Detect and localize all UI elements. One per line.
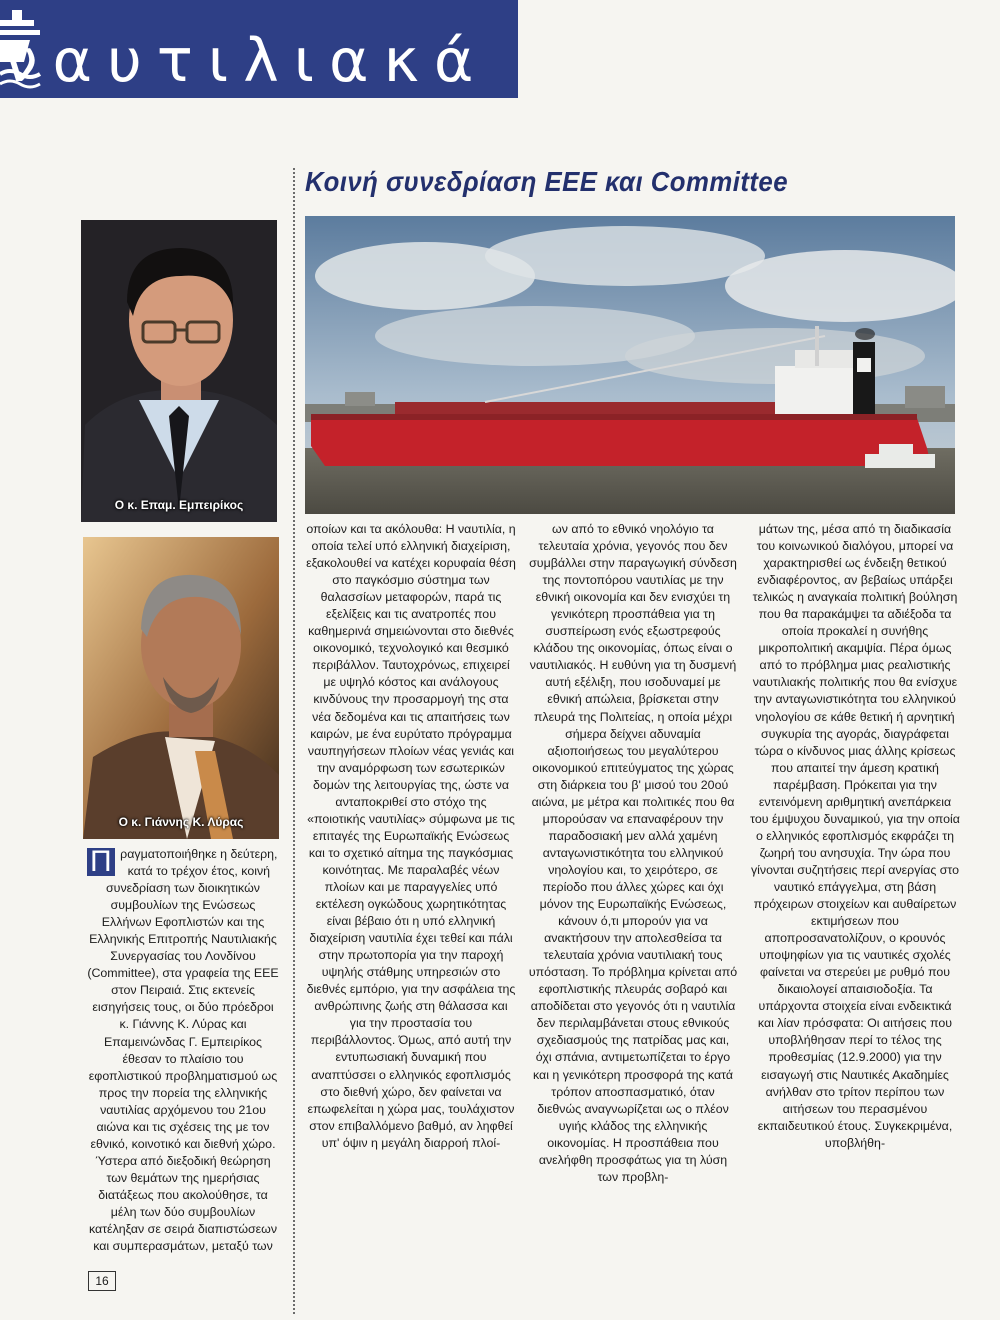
caption-lyras: Ο κ. Γιάννης Κ. Λύρας: [118, 815, 244, 829]
column-4-text: μάτων της, μέσα από τη διαδικασία του κοινωνικού διαλόγου, μπορεί να χαρακτηρισθεί ως ένδειξη θετικού ενδιαφέροντος, αν βεβαίως υπάρξει τελικώς η αναγκαία πολιτική βούληση που θα παρακάμψει τα αδιέξοδα τα οποία προκαλεί η συνήθης μικροπολιτική ακαμψία. Πέρα όμως από το πρόβλημα μιας ρεαλιστικής ναυτιλιακής πολιτικής που θα ενίσχυε την ανταγωνιστικότητα του ελληνικού νηολογίου σε κάθε θετική ή αρνητική συγκυρία της αγοράς, διαγράφεται τώρα ο κίνδυνος μιας άλλης κρίσεως που απαιτεί την άμεση κρατική παρέμβαση. Πρόκειται για την εντεινόμενη αριθμητική ανεπάρκεια του έμψυχου δυναμικού, για την οποία ο ελληνικός εφοπλισμός εκφράζει τη ζωηρή του ανησυχία. Την ώρα που γίνονται συζητήσεις περί ανεργίας στο ναυτικό επάγγελμα, στη βάση πρόχειρων στοιχείων και αυθαίρετων εκτιμήσεων που αποπροσανατολίζουν, ο κρουνός υποψηφίων για τις ναυτικές σχολές φαίνεται να στερεύει με ρυθμό που δικαιολογεί απαισιοδοξία. Τα υπάρχοντα στοιχεία είναι ενδεικτικά και λίαν πρόσφατα: Οι αιτήσεις που υποβλήθησαν περί το τέλος της προθεσμίας (12.9.2000) για την εισαγωγή στις Ναυτικές Ακαδημίες ανήλθαν στο τρίτον περίπου των αιτήσεων του περασμένου εκπαιδευτικού έτους. Συγκεκριμένα, υποβλήθη-: [750, 522, 960, 1150]
column-divider: [293, 168, 295, 1314]
portrait-photo-2: [83, 537, 279, 839]
article-column-2: [306, 521, 516, 1152]
portrait-photo-1: [81, 220, 277, 522]
article-headline: Κοινή συνεδρίαση ΕΕΕ και Committee: [305, 166, 788, 197]
article-column-4: [750, 521, 960, 1152]
article-column-3: [528, 521, 738, 1186]
caption-empeirikos: Ο κ. Επαμ. Εμπειρίκος: [114, 498, 244, 512]
article-column-1: [87, 846, 279, 1255]
column-2-text: οποίων και τα ακόλουθα: Η ναυτιλία, η οποία τελεί υπό ελληνική διαχείριση, εξακολουθεί να κατέχει κορυφαία θέση στο παγκόσμιο σύστημα των θαλασσίων μεταφορών, παρά τις εξελίξεις και τις ανατροπές που καθημερινά σημειώνονται στο διεθνές οικονομικό, τεχνολογικό και θεσμικό περιβάλλον. Ταυτοχρόνως, επιχειρεί με υψηλό κόστος και ανάλογους κινδύνους την προσαρμογή της στα νέα δεδομένα και τις απαιτήσεις των καιρών, με ένα ευρύτατο πρόγραμμα ναυπηγήσεων πλοίων νέας γενιάς και την αναμόρφωση των εσωτερικών δομών της λειτουργίας της, ώστε να ανταποκριθεί στο στόχο της «ποιοτικής ναυτιλίας» σύμφωνα με τις επιταγές της Ευρωπαϊκής Ενώσεως και το σχετικό αίτημα της παγκόσμιας κοινότητας. Με παραλαβές νέων πλοίων και με παραγγελίες υπό εκτέλεση ογκώδους χωρητικότητας είναι βέβαιο ότι η υπό ελληνική διαχείριση ναυτιλία έχει τεθεί και πάλι στην πρωτοπορία για την παροχή υψηλής στάθμης υπηρεσιών στο διεθνές εμπόριο, για την ασφάλεια της ανθρώπινης ζωής στη θάλασσα και για την προστασία του περιβάλλοντος. Όμως, από αυτή την εντυπωσιακή δυναμική που αναπτύσσει ο ελληνικός εφοπλισμός στο διεθνή χώρο, δεν φαίνεται να επωφελείται η χώρα μας, τουλάχιστον στον επιβαλλόμενο βαθμό, αν ληφθεί υπ' όψιν η μεγάλη διαρροή πλοί-: [306, 522, 516, 1150]
page-number: 16: [88, 1271, 116, 1291]
column-3-text: ων από το εθνικό νηολόγιο τα τελευταία χρόνια, γεγονός που δεν συμβάλλει στην παραγωγική σύνδεση της ποντοπόρου ναυτιλίας με την εθνική οικονομία και δεν ενισχύει τη γενικότερη προσπάθεια για τη συσπείρωση ενός εξωστρεφούς κλάδου της οικονομίας, όπως είναι ο ναυτιλιακός. Η ευθύνη για τη δυσμενή αυτή εξέλιξη, που ισοδυναμεί με εθνική απώλεια, βρίσκεται στην πλευρά της Πολιτείας, η οποία μέχρι σήμερα δείχνει αδυναμία αξιοποιήσεως του μεγαλύτερου οικονομικού επιτεύγματος της χώρας στη διάρκεια του β' μισού του 20ού αιώνα, με μέτρα και πολιτικές που θα μπορούσαν να επαναφέρουν την παραδοσιακή μεν αλλά χαμένη ανταγωνιστικότητα του ελληνικού νηολογίου και, το χειρότερο, σε περίοδο που άλλες χώρες και όχι μόνον της Ευρωπαϊκής Ενώσεως, κάνουν ό,τι μπορούν για να ανακτήσουν την απολεσθείσα τα τελευταία χρόνια ναυτιλιακή τους υπόσταση. Το πρόβλημα κρίνεται από εφοπλιστικής πλευράς σοβαρό και αποδίδεται στο γεγονός ότι η ναυτιλία δεν περιλαμβάνεται στους εθνικούς σχεδιασμούς της πατρίδας μας και, όχι σπάνια, αντιμετωπίζεται το έργο και η γενικότερη προσφορά της κατά τρόπον αποσπασματικό, όταν διεθνώς αναγνωρίζεται ως ο πλέον υγιής κλάδος της ελληνικής οικονομίας. Η προσπάθεια που ανελήφθη προσφάτως για τη λύση των προβλη-: [528, 522, 738, 1184]
section-title: ναυτιλιακά: [4, 26, 489, 96]
column-1-text: Πραγματοποιήθηκε η δεύτερη, κατά το τρέχον έτος, κοινή συνεδρίαση των διοικητικών συμβουλίων της Ενώσεως Ελλήνων Εφοπλιστών και της Ελληνικής Επιτροπής Ναυτιλιακής Συνεργασίας του Λονδίνου (Committee), στα γραφεία της ΕΕΕ στον Πειραιά. Στις εκτενείς εισηγήσεις τους, οι δύο πρόεδροι κ. Γιάννης Κ. Λύρας και Επαμεινώνδας Γ. Εμπειρίκος έθεσαν το πλαίσιο του εφοπλιστικού προβληματισμού ως προς την πορεία της ελληνικής ναυτιλίας αρχόμενου του 21ου αιώνα και τις σχέσεις της με τον εθνικό, κοινοτικό και διεθνή χώρο. Ύστερα από διεξοδική θεώρηση των θεμάτων της ημερήσιας διατάξεως που ακολούθησε, τα μέλη των δύο συμβουλίων κατέληξαν σε σειρά διαπιστώσεων και συμπερασμάτων, μεταξύ των: [87, 845, 279, 1254]
ship-photo: [305, 216, 955, 514]
section-banner: [0, 0, 518, 98]
